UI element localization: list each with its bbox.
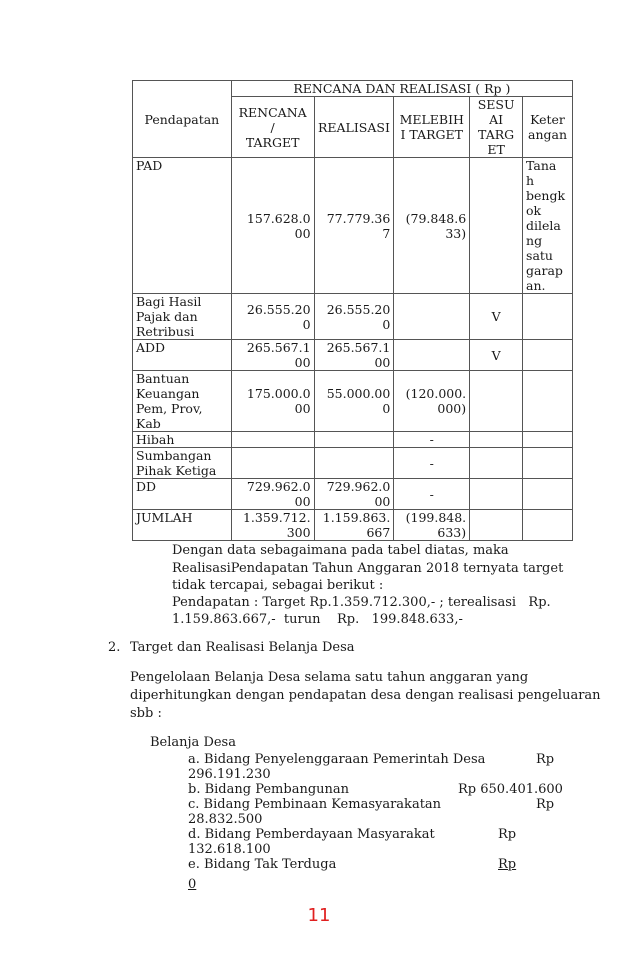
- row-melebihi: [394, 294, 470, 340]
- table-row: [133, 432, 573, 448]
- header-realisasi: REALISASI: [314, 97, 394, 158]
- row-realisasi: 77.779.36 7: [314, 158, 394, 294]
- row-keterangan: [523, 448, 573, 479]
- section-para-3: sbb :: [130, 706, 162, 721]
- belanja-item-label: d. Bidang Pemberdayaan Masyarakat: [188, 827, 435, 842]
- row-keterangan: Tana h bengk ok dilela ng satu garap an.: [523, 158, 573, 294]
- belanja-item-amount: 132.618.100: [188, 842, 271, 857]
- row-realisasi: [314, 432, 394, 448]
- row-melebihi: (199.848. 633): [394, 510, 470, 541]
- row-name: Bagi Hasil Pajak dan Retribusi: [133, 294, 232, 340]
- row-sesuai: [470, 432, 523, 448]
- header-sesuai: SESU AI TARG ET: [470, 97, 523, 158]
- row-sesuai: [470, 371, 523, 432]
- row-melebihi: -: [394, 432, 470, 448]
- row-realisasi: 26.555.20 0: [314, 294, 394, 340]
- header-rencana: RENCANA / TARGET: [231, 97, 314, 158]
- row-name: JUMLAH: [133, 510, 232, 541]
- row-sesuai: [470, 479, 523, 510]
- row-rencana: 1.359.712. 300: [231, 510, 314, 541]
- belanja-item-label: a. Bidang Penyelenggaraan Pemerintah Desa: [188, 752, 486, 767]
- row-keterangan: [523, 510, 573, 541]
- summary-line-4: Pendapatan : Target Rp.1.359.712.300,- ; terealisasi Rp.: [172, 595, 551, 610]
- section-number: 2.: [108, 640, 121, 655]
- row-melebihi: -: [394, 448, 470, 479]
- table-row: [133, 158, 573, 294]
- belanja-item-amount: 296.191.230: [188, 767, 271, 782]
- belanja-item-amount: 28.832.500: [188, 812, 263, 827]
- table-row: [133, 340, 573, 371]
- table-row: [133, 294, 573, 340]
- row-sesuai: V: [470, 294, 523, 340]
- row-realisasi: 1.159.863. 667: [314, 510, 394, 541]
- row-melebihi: (120.000. 000): [394, 371, 470, 432]
- row-realisasi: 265.567.1 00: [314, 340, 394, 371]
- header-keterangan: Keter angan: [523, 97, 573, 158]
- belanja-item-label: c. Bidang Pembinaan Kemasyarakatan: [188, 797, 442, 812]
- row-rencana: [231, 448, 314, 479]
- table-row: [133, 510, 573, 541]
- pendapatan-table: [132, 80, 573, 541]
- belanja-title: Belanja Desa: [150, 735, 236, 750]
- row-sesuai: [470, 158, 523, 294]
- row-name: DD: [133, 479, 232, 510]
- row-rencana: 26.555.20 0: [231, 294, 314, 340]
- row-keterangan: [523, 340, 573, 371]
- row-melebihi: [394, 340, 470, 371]
- row-sesuai: V: [470, 340, 523, 371]
- belanja-item-rp: Rp: [498, 827, 517, 842]
- row-keterangan: [523, 294, 573, 340]
- summary-line-2: RealisasiPendapatan Tahun Anggaran 2018 ternyata target: [172, 561, 564, 576]
- summary-line-1: Dengan data sebagaimana pada tabel diatas, maka: [172, 543, 509, 558]
- row-sesuai: [470, 448, 523, 479]
- belanja-item-label: b. Bidang Pembangunan: [188, 782, 350, 797]
- row-keterangan: [523, 432, 573, 448]
- row-realisasi: [314, 448, 394, 479]
- row-rencana: [231, 432, 314, 448]
- row-rencana: 265.567.1 00: [231, 340, 314, 371]
- section-para-2: diperhitungkan dengan pendapatan desa dengan realisasi pengeluaran: [130, 688, 601, 703]
- row-keterangan: [523, 371, 573, 432]
- row-realisasi: 729.962.0 00: [314, 479, 394, 510]
- table-row: [133, 479, 573, 510]
- header-pendapatan: Pendapatan: [133, 81, 232, 158]
- row-name: Sumbangan Pihak Ketiga: [133, 448, 232, 479]
- row-rencana: 175.000.0 00: [231, 371, 314, 432]
- summary-line-5: 1.159.863.667,- turun Rp. 199.848.633,-: [172, 612, 463, 627]
- row-name: PAD: [133, 158, 232, 294]
- row-rencana: 157.628.0 00: [231, 158, 314, 294]
- section-title: Target dan Realisasi Belanja Desa: [130, 640, 355, 655]
- row-sesuai: [470, 510, 523, 541]
- belanja-item-rp: Rp: [536, 797, 555, 812]
- belanja-item-rp: Rp: [536, 752, 555, 767]
- belanja-item-rp: Rp 650.401.600: [458, 782, 563, 797]
- section-para-1: Pengelolaan Belanja Desa selama satu tahun anggaran yang: [130, 670, 529, 685]
- belanja-item-rp: Rp: [498, 857, 517, 872]
- table-row: [133, 371, 573, 432]
- summary-line-3: tidak tercapai, sebagai berikut :: [172, 578, 384, 593]
- row-melebihi: -: [394, 479, 470, 510]
- row-realisasi: 55.000.00 0: [314, 371, 394, 432]
- belanja-item-amount: 0: [188, 877, 197, 892]
- belanja-item-label: e. Bidang Tak Terduga: [188, 857, 337, 872]
- row-name: ADD: [133, 340, 232, 371]
- row-rencana: 729.962.0 00: [231, 479, 314, 510]
- header-melebihi: MELEBIH I TARGET: [394, 97, 470, 158]
- row-melebihi: (79.848.6 33): [394, 158, 470, 294]
- row-keterangan: [523, 479, 573, 510]
- row-name: Hibah: [133, 432, 232, 448]
- page-number: 11: [307, 905, 331, 926]
- header-group: RENCANA DAN REALISASI ( Rp ): [231, 81, 572, 97]
- row-name: Bantuan Keuangan Pem, Prov, Kab: [133, 371, 232, 432]
- table-row: [133, 448, 573, 479]
